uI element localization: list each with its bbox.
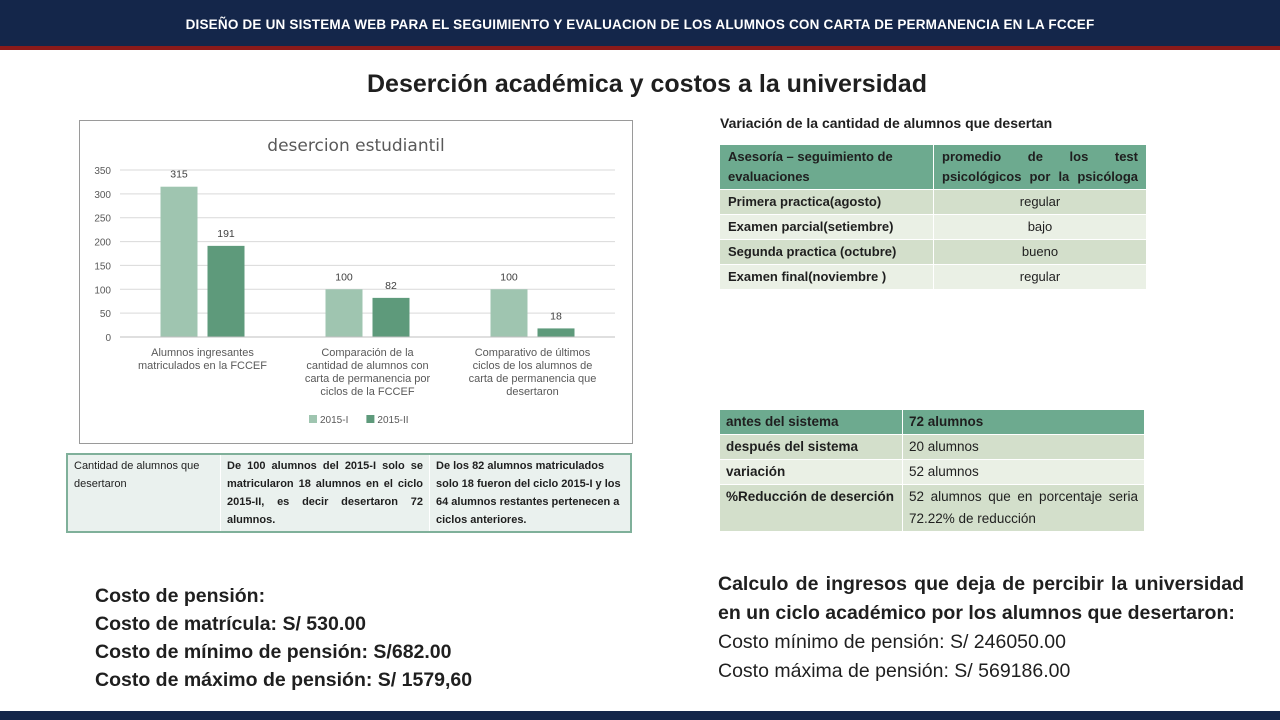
data-label: 100 — [335, 271, 353, 284]
result-value: 52 alumnos — [903, 460, 1145, 485]
legend-swatch — [309, 415, 317, 423]
category-label: Comparación de la cantidad de alumnos con carta de permanencia por ciclos de la FCCEF — [304, 347, 431, 398]
result-label: variación — [720, 460, 903, 485]
bar-2015-ii — [208, 246, 245, 337]
category-label: Alumnos ingresantes matriculados en la FCCEF — [138, 347, 267, 372]
eval-result: regular — [934, 190, 1147, 215]
eval-result: bajo — [934, 215, 1147, 240]
y-tick-label: 350 — [94, 166, 111, 177]
eval-activity: Examen final(noviembre ) — [720, 265, 934, 290]
bar-2015-i — [326, 289, 363, 337]
evaluation-table-header — [720, 145, 1147, 190]
data-label: 82 — [385, 279, 397, 292]
data-label: 315 — [170, 168, 188, 181]
y-tick-label: 200 — [94, 237, 111, 249]
table-row — [720, 190, 1147, 215]
evaluation-table — [719, 144, 1147, 290]
result-label: antes del sistema — [720, 410, 903, 435]
data-label: 18 — [550, 310, 562, 323]
result-value: 52 alumnos que en porcentaje seria 72.22% de reducción — [903, 485, 1145, 532]
result-value: 20 alumnos — [903, 435, 1145, 460]
desertion-label: Cantidad de alumnos que desertaron — [67, 454, 221, 532]
y-tick-label: 250 — [94, 213, 111, 225]
table-row — [67, 454, 631, 532]
table-row — [720, 265, 1147, 290]
eval-result: bueno — [934, 240, 1147, 265]
eval-result: regular — [934, 265, 1147, 290]
banner-title: DISEÑO DE UN SISTEMA WEB PARA EL SEGUIMIENTO Y EVALUACION DE LOS ALUMNOS CON CARTA DE PERMANENCIA EN LA FCCEF — [185, 17, 1095, 32]
table-row — [720, 460, 1145, 485]
chart-canvas — [80, 121, 632, 443]
lost-income-max: Costo máxima de pensión: S/ 569186.00 — [718, 660, 1071, 682]
table-row — [720, 240, 1147, 265]
enrollment-cost: Costo de matrícula: S/ 530.00 — [95, 613, 366, 635]
y-tick-label: 0 — [105, 333, 111, 344]
table-row — [720, 215, 1147, 240]
eval-header-col1: Asesoría – seguimiento de evaluaciones — [720, 145, 934, 190]
result-label: %Reducción de deserción — [720, 485, 903, 532]
slide-title: Deserción académica y costos a la universidad — [367, 70, 927, 98]
max-pension-cost: Costo de máximo de pensión: S/ 1579,60 — [95, 669, 473, 691]
category-label: Comparativo de últimos ciclos de los alumnos de carta de permanencia que desertaron — [468, 347, 597, 398]
lost-income — [718, 570, 1244, 686]
footer-bar — [0, 711, 1280, 720]
bar-2015-ii — [373, 298, 410, 337]
eval-activity: Segunda practica (octubre) — [720, 240, 934, 265]
table-row — [720, 410, 1145, 435]
y-tick-label: 50 — [99, 309, 111, 321]
desertion-note-2015: De 100 alumnos del 2015-I solo se matricularon 18 alumnos en el ciclo 2015-II, es decir desertaron 72 alumnos. — [221, 454, 430, 532]
right-caption: Variación de la cantidad de alumnos que desertan — [720, 115, 1053, 131]
eval-header-col2: promedio de los test psicológicos por la psicóloga — [934, 145, 1147, 190]
lost-income-min: Costo mínimo de pensión: S/ 246050.00 — [718, 631, 1066, 653]
desertion-table — [66, 453, 632, 533]
table-row — [720, 435, 1145, 460]
y-tick-label: 100 — [94, 285, 111, 297]
y-tick-label: 300 — [94, 189, 111, 201]
eval-activity: Primera practica(agosto) — [720, 190, 934, 215]
pension-costs-heading: Costo de pensión: — [95, 585, 266, 607]
bar-2015-i — [491, 289, 528, 337]
desertion-note-previous: De los 82 alumnos matriculados solo 18 fueron del ciclo 2015-I y los 64 alumnos restantes pertenecen a ciclos anteriores. — [430, 454, 632, 532]
table-row — [720, 485, 1145, 532]
header-banner — [0, 0, 1280, 46]
legend-entry: 2015-I — [320, 415, 349, 426]
bar-2015-i — [161, 187, 198, 337]
legend-swatch — [366, 415, 374, 423]
result-label: después del sistema — [720, 435, 903, 460]
eval-activity: Examen parcial(setiembre) — [720, 215, 934, 240]
result-value: 72 alumnos — [903, 410, 1145, 435]
pension-costs — [95, 582, 472, 694]
chart-title: desercion estudiantil — [267, 136, 445, 156]
legend-entry: 2015-II — [377, 415, 409, 426]
lost-income-heading: Calculo de ingresos que deja de percibir la universidad en un ciclo académico por los alumnos que desertaron: — [718, 573, 1244, 624]
y-tick-label: 150 — [94, 261, 111, 273]
results-table — [719, 409, 1145, 532]
data-label: 191 — [217, 227, 235, 240]
bar-2015-ii — [538, 328, 575, 337]
banner-accent-line — [0, 46, 1280, 50]
desertion-chart — [79, 120, 633, 444]
data-label: 100 — [500, 271, 518, 284]
min-pension-cost: Costo de mínimo de pensión: S/682.00 — [95, 641, 452, 663]
